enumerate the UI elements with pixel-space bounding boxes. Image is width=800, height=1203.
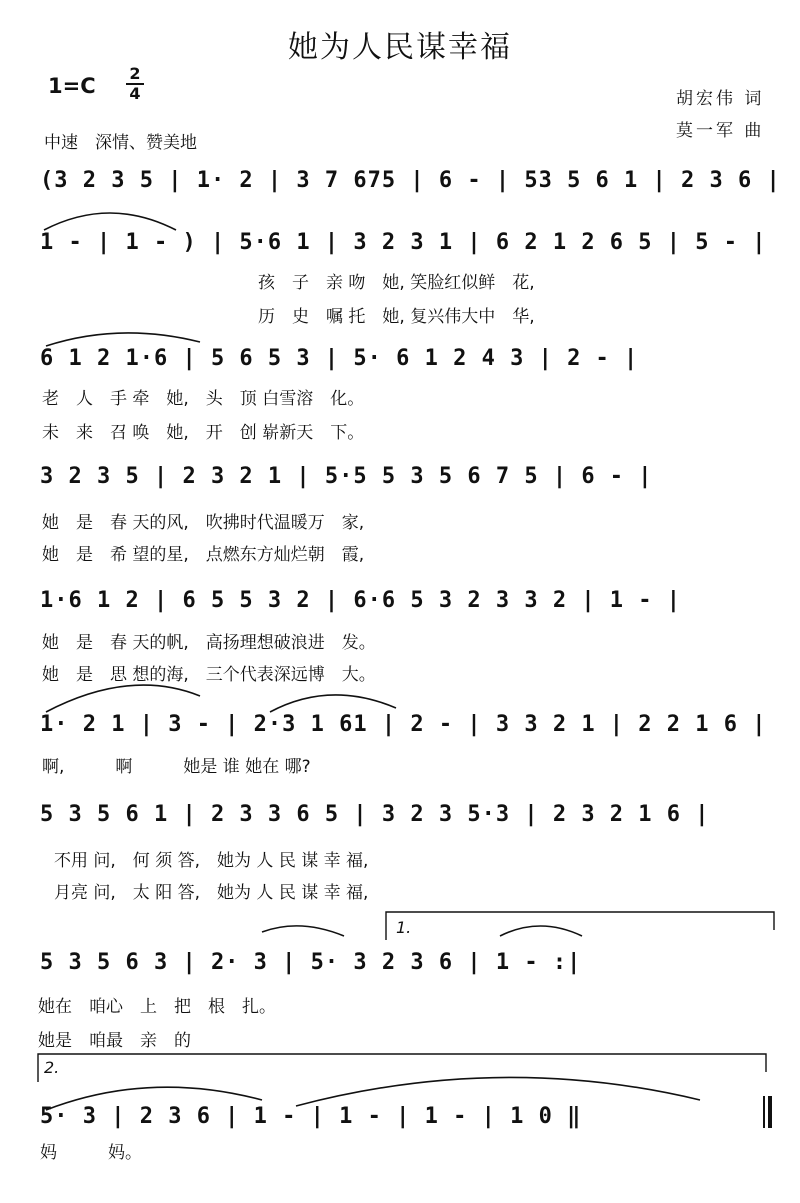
slur-2	[46, 685, 200, 712]
slur-4	[46, 1087, 262, 1110]
volta-2-label: 2.	[44, 1058, 60, 1077]
meter-numerator: 2	[129, 64, 141, 83]
lyric-line-3a: 老 人 手 牵 她, 头 顶 白雪溶 化。	[42, 389, 365, 409]
slur-7	[262, 926, 344, 936]
lyricist-credit: 胡宏伟 词	[676, 89, 765, 109]
notation-line-2: 1 - | 1 - ) | 5·6 1 | 3 2 3 1 | 6 2 1 2 6 5 | 5 - |	[40, 230, 767, 255]
key-signature: 1=C	[48, 74, 96, 98]
notation-line-9: 5· 3 | 2 3 6 | 1 - | 1 - | 1 - | 1 0 ‖	[40, 1104, 582, 1129]
page-title: 她为人民谋幸福	[288, 30, 512, 65]
lyric-line-7b: 月亮 问, 太 阳 答, 她为 人 民 谋 幸 福,	[54, 883, 369, 903]
meter-denominator: 4	[129, 84, 141, 103]
lyric-line-9a: 妈 妈。	[40, 1143, 142, 1163]
slur-8	[500, 926, 582, 936]
notation-line-5: 1·6 1 2 | 6 5 5 3 2 | 6·6 5 3 2 3 3 2 | 1 - |	[40, 588, 682, 613]
lyric-line-2b: 历 史 嘱 托 她, 复兴伟大中 华,	[258, 307, 535, 327]
slur-6	[46, 333, 200, 346]
lyric-line-8b: 她是 咱最 亲 的	[38, 1031, 191, 1051]
lyric-line-4a: 她 是 春 天的风, 吹拂时代温暖万 家,	[42, 513, 365, 533]
tempo-marking: 中速 深情、赞美地	[44, 133, 197, 153]
lyric-line-8a: 她在 咱心 上 把 根 扎。	[38, 997, 276, 1017]
lyric-line-6a: 啊, 啊 她是 谁 她在 哪?	[42, 757, 311, 777]
slur-3	[270, 695, 396, 712]
composer-credit: 莫一军 曲	[676, 121, 765, 141]
volta-2-bracket	[38, 1054, 766, 1082]
lyric-line-3b: 未 来 召 唤 她, 开 创 崭新天 下。	[42, 423, 365, 443]
lyric-line-5b: 她 是 思 想的海, 三个代表深远博 大。	[42, 665, 376, 685]
slur-1	[44, 213, 176, 230]
notation-line-3: 6 1 2 1·6 | 5 6 5 3 | 5· 6 1 2 4 3 | 2 - |	[40, 346, 639, 371]
notation-line-8: 5 3 5 6 3 | 2· 3 | 5· 3 2 3 6 | 1 - :|	[40, 950, 582, 975]
slur-5	[296, 1077, 700, 1106]
lyric-line-2a: 孩 子 亲 吻 她, 笑脸红似鲜 花,	[258, 273, 535, 293]
lyric-line-7a: 不用 问, 何 须 答, 她为 人 民 谋 幸 福,	[54, 851, 369, 871]
notation-line-1: (3 2 3 5 | 1· 2 | 3 7 675 | 6 - | 53 5 6 1 | 2 3 6 |	[40, 168, 781, 193]
lyric-line-4b: 她 是 希 望的星, 点燃东方灿烂朝 霞,	[42, 545, 365, 565]
lyric-line-5a: 她 是 春 天的帆, 高扬理想破浪进 发。	[42, 633, 376, 653]
volta-1-label: 1.	[396, 918, 412, 937]
notation-line-7: 5 3 5 6 1 | 2 3 3 6 5 | 3 2 3 5·3 | 2 3 2 1 6 |	[40, 802, 710, 827]
notation-line-6: 1· 2 1 | 3 - | 2·3 1 61 | 2 - | 3 3 2 1 | 2 2 1 6 |	[40, 712, 767, 737]
notation-line-4: 3 2 3 5 | 2 3 2 1 | 5·5 5 3 5 6 7 5 | 6 - |	[40, 464, 653, 489]
